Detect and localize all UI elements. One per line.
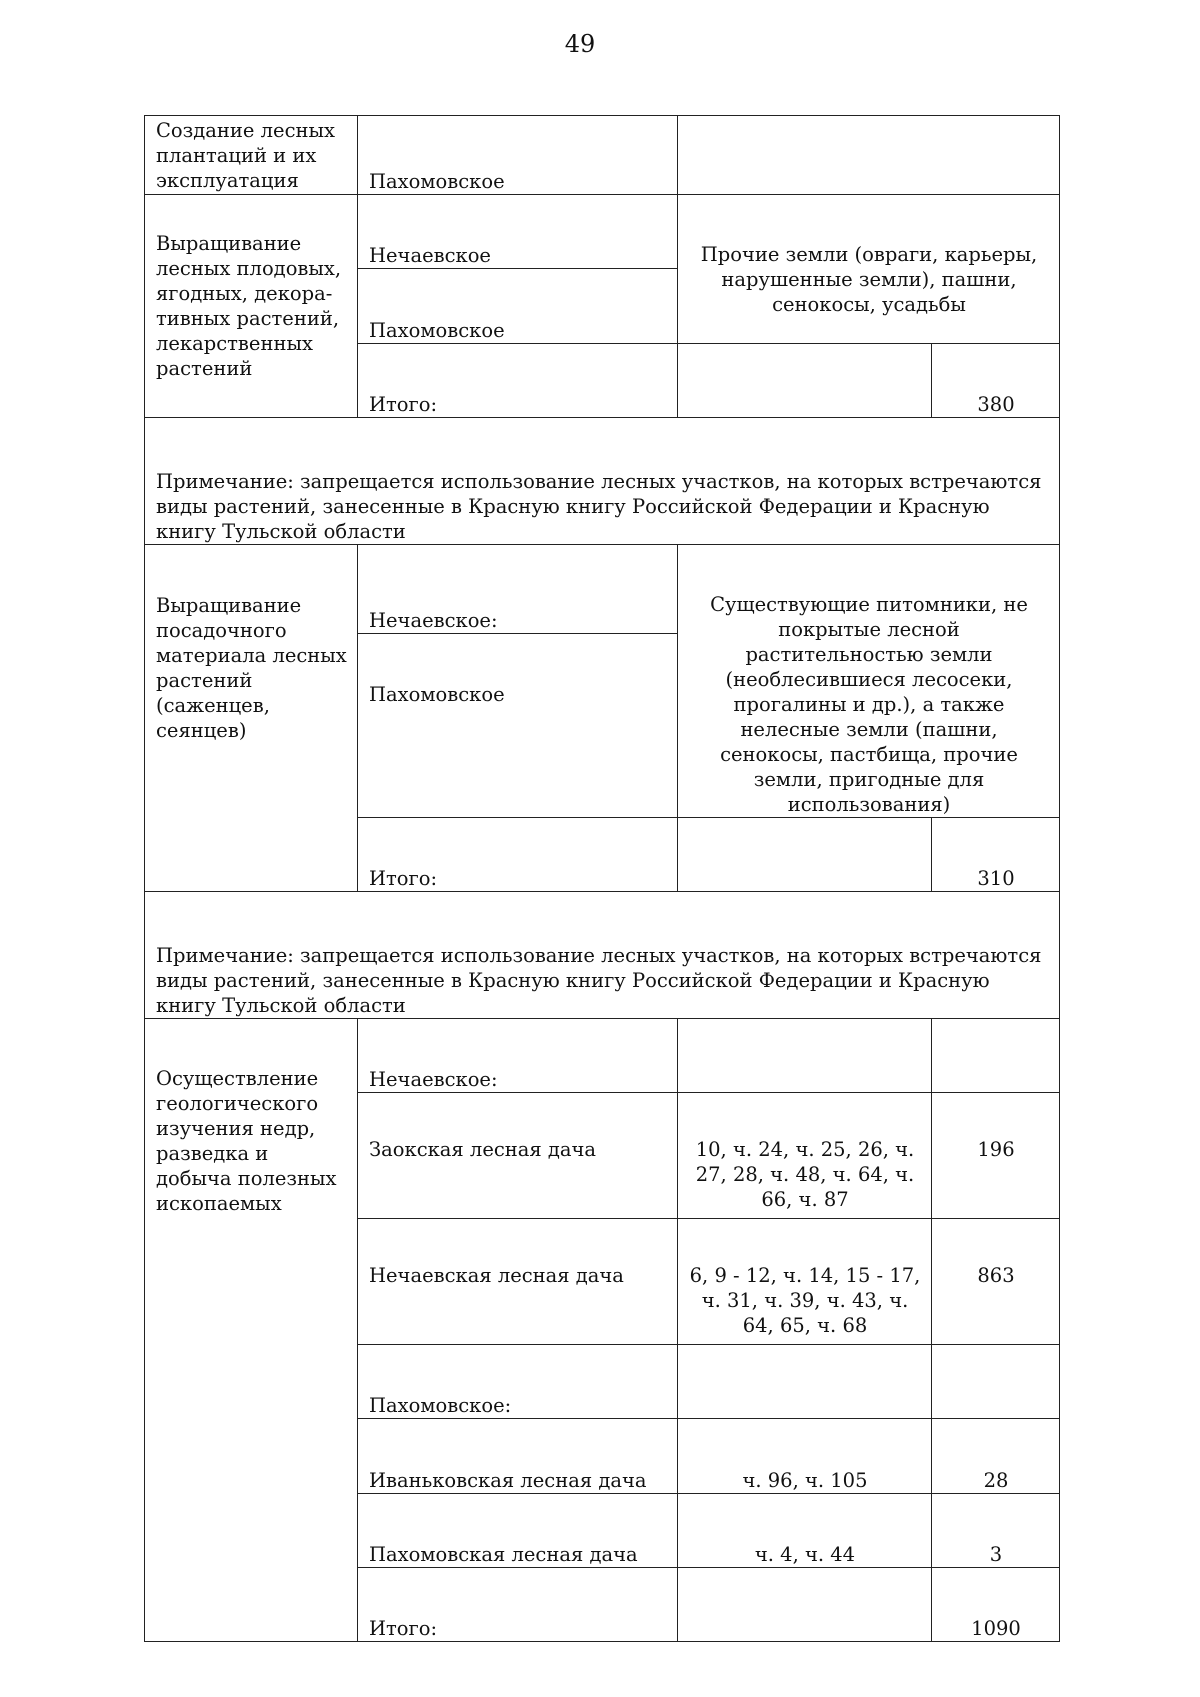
table-row	[145, 195, 1060, 269]
total-label-cell: Итого:	[358, 344, 678, 418]
total-value-cell: 310	[932, 818, 1060, 892]
forestry-cell: Нечаевское:	[358, 545, 678, 634]
area-cell: 196	[932, 1093, 1060, 1219]
forest-dacha-cell: Нечаевская лесная дача	[358, 1219, 678, 1345]
table-row	[145, 1019, 1060, 1093]
forest-dacha-cell: Пахомовская лесная дача	[358, 1494, 678, 1568]
quarters-cell: 10, ч. 24, ч. 25, 26, ч. 27, 28, ч. 48, ч. 64, ч. 66, ч. 87	[678, 1093, 932, 1219]
forestry-cell: Пахомовское	[358, 269, 678, 344]
page-number: 49	[564, 30, 596, 58]
table-row	[145, 418, 1060, 545]
forestry-cell: Нечаевское	[358, 195, 678, 269]
table-row	[145, 545, 1060, 634]
quarters-cell: ч. 4, ч. 44	[678, 1494, 932, 1568]
land-desc-cell: Прочие земли (овраги, карьеры, нарушенные земли), пашни, сенокосы, усадьбы	[678, 195, 1060, 344]
land-desc-cell: Существующие питомники, не покрытые лесной растительностью земли (необлесившиеся лесосеки, прогалины и др.), а также нелесные земли (пашни, сенокосы, пастбища, прочие земли, пригодные для использования)	[678, 545, 1060, 818]
quarters-cell	[678, 1345, 932, 1419]
area-cell: 863	[932, 1219, 1060, 1345]
activity-cell: Выращивание лесных плодовых, ягодных, декора-тивных растений, лекарственных растений	[145, 195, 358, 418]
area-cell: 28	[932, 1419, 1060, 1494]
note-cell: Примечание: запрещается использование лесных участков, на которых встречаются виды растений, занесенные в Красную книгу Российской Федерации и Красную книгу Тульской области	[145, 418, 1060, 545]
forest-dacha-cell: Иваньковская лесная дача	[358, 1419, 678, 1494]
table-row	[145, 892, 1060, 1019]
area-cell	[932, 1345, 1060, 1419]
table-row	[145, 116, 1060, 195]
quarters-cell: ч. 96, ч. 105	[678, 1419, 932, 1494]
empty-cell	[678, 1568, 932, 1642]
forestry-cell: Нечаевское:	[358, 1019, 678, 1093]
area-cell: 3	[932, 1494, 1060, 1568]
forest-dacha-cell: Заокская лесная дача	[358, 1093, 678, 1219]
forestry-cell: Пахомовское	[358, 633, 678, 817]
activity-cell: Создание лесных плантаций и их эксплуатация	[145, 116, 358, 195]
empty-cell	[678, 344, 932, 418]
area-cell	[932, 1019, 1060, 1093]
land-desc-cell	[678, 116, 1060, 195]
quarters-cell: 6, 9 - 12, ч. 14, 15 - 17, ч. 31, ч. 39, ч. 43, ч. 64, 65, ч. 68	[678, 1219, 932, 1345]
activity-cell: Выращивание посадочного материала лесных растений (саженцев, сеянцев)	[145, 545, 358, 892]
total-label-cell: Итого:	[358, 1568, 678, 1642]
forestry-cell: Пахомовское	[358, 116, 678, 195]
total-value-cell: 1090	[932, 1568, 1060, 1642]
forestry-cell: Пахомовское:	[358, 1345, 678, 1419]
activity-cell: Осуществление геологического изучения недр, разведка и добыча полезных ископаемых	[145, 1019, 358, 1642]
forest-use-table	[144, 115, 1060, 1642]
quarters-cell	[678, 1019, 932, 1093]
note-cell: Примечание: запрещается использование лесных участков, на которых встречаются виды растений, занесенные в Красную книгу Российской Федерации и Красную книгу Тульской области	[145, 892, 1060, 1019]
total-value-cell: 380	[932, 344, 1060, 418]
total-label-cell: Итого:	[358, 818, 678, 892]
empty-cell	[678, 818, 932, 892]
